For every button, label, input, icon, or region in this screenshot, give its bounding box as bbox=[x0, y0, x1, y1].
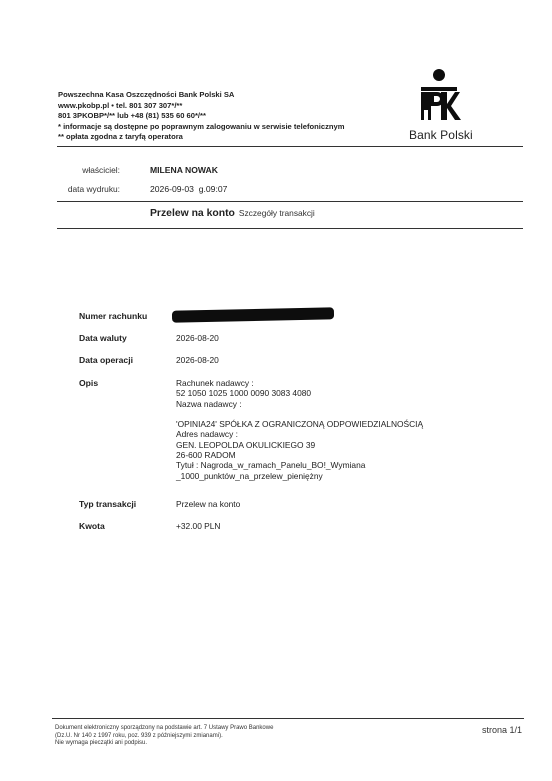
bank-note-1: * informacje są dostępne po poprawnym zalogowaniu w serwisie telefonicznym bbox=[58, 121, 345, 131]
issue-date-label: data wydruku: bbox=[67, 184, 120, 194]
section-title bbox=[150, 208, 315, 219]
legal-note-line: (Dz.U. Nr 140 z 1997 roku, poz. 939 z późniejszymi zmianami). bbox=[55, 732, 223, 739]
description-line: _1000_punktów_na_przelew_pieniężny bbox=[176, 470, 323, 481]
owner-divider bbox=[57, 201, 523, 202]
description-line: Rachunek nadawcy : bbox=[176, 378, 254, 388]
description-line: 'OPINIA24' SPÓŁKA Z OGRANICZONĄ ODPOWIEDZIALNOŚCIĄ bbox=[176, 419, 424, 430]
operation-date-value: 2026-08-20 bbox=[176, 355, 219, 365]
description-label: Opis bbox=[79, 378, 99, 388]
legal-note bbox=[55, 725, 355, 748]
description-line: Nazwa nadawcy : bbox=[176, 398, 242, 409]
bank-phone-alt: 801 3PKOBP*/** lub +48 (81) 535 60 60*/** bbox=[58, 111, 206, 121]
owner-label: właściciel: bbox=[82, 165, 120, 175]
value-date-label: Data waluty bbox=[79, 333, 127, 343]
owner-value: MILENA NOWAK bbox=[150, 165, 218, 175]
issue-date-value: 2026-09-03 g.09:07 bbox=[150, 184, 228, 194]
transaction-type-value: Przelew na konto bbox=[176, 499, 241, 509]
bank-name: Powszechna Kasa Oszczędności Bank Polski SA bbox=[58, 90, 235, 99]
legal-note-line: Nie wymaga pieczątki ani podpisu. bbox=[55, 740, 148, 747]
legal-note-line: Dokument elektroniczny sporządzony na podstawie art. 7 Ustawy Prawo Bankowe bbox=[55, 725, 274, 731]
value-date-value: 2026-08-20 bbox=[176, 333, 219, 343]
bank-website-phone: www.pkobp.pl • tel. 801 307 307*/** bbox=[58, 100, 183, 110]
description-line: 52 1050 1025 1000 0090 3083 4080 bbox=[176, 388, 312, 399]
page-number: strona 1/1 bbox=[482, 725, 523, 735]
description-line: 26-600 RADOM bbox=[176, 450, 236, 461]
transaction-type-label: Typ transakcji bbox=[79, 499, 137, 509]
description-line: Tytuł : Nagroda_w_ramach_Panelu_BO!_Wymiana bbox=[176, 460, 366, 471]
operation-date-label: Data operacji bbox=[79, 355, 133, 365]
description-line: Adres nadawcy : bbox=[176, 429, 238, 440]
account-number-label: Numer rachunku bbox=[79, 311, 148, 321]
amount-label: Kwota bbox=[79, 521, 105, 531]
header-divider bbox=[57, 146, 523, 147]
bank-logo-text: Bank Polski bbox=[409, 128, 473, 142]
account-number-redacted bbox=[172, 307, 334, 322]
description-line bbox=[176, 409, 423, 419]
amount-value: +32.00 PLN bbox=[176, 521, 221, 531]
bank-note-2: ** opłata zgodna z taryfą operatora bbox=[58, 132, 183, 142]
section-subtitle: Szczegóły transakcji bbox=[238, 208, 315, 218]
footer-divider bbox=[52, 718, 524, 719]
title-divider bbox=[57, 228, 523, 229]
description-line: GEN. LEOPOLDA OKULICKIEGO 39 bbox=[176, 439, 316, 450]
description-value bbox=[176, 378, 423, 481]
section-title-main: Przelew na konto bbox=[150, 208, 235, 219]
bank-contact-info bbox=[58, 90, 378, 143]
